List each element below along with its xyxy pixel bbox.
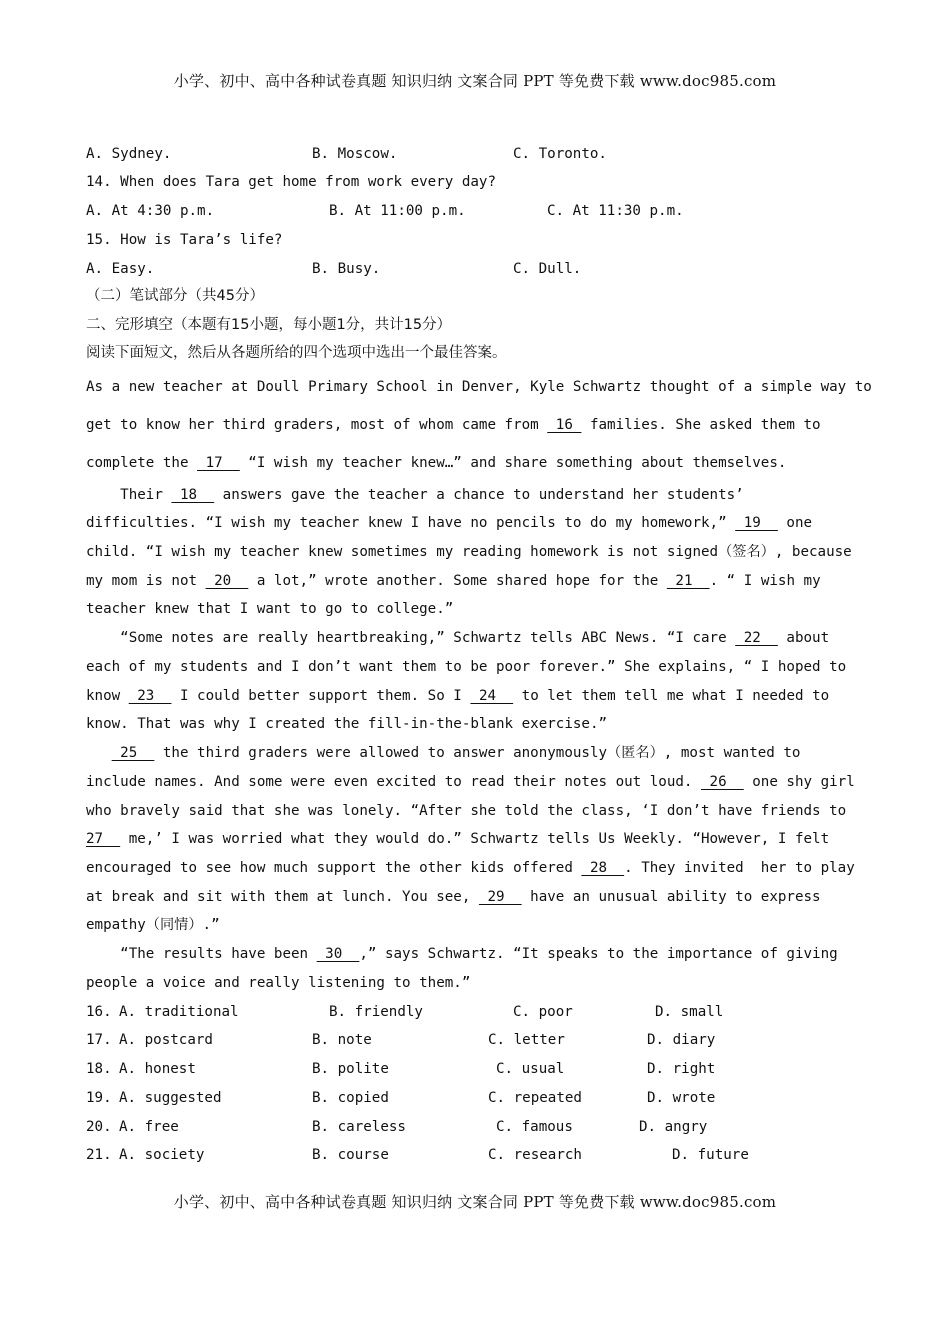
option-b: B. friendly (329, 1004, 423, 1020)
option-b: B. careless (312, 1119, 406, 1135)
q14-option-a: A. At 4:30 p.m. (86, 203, 215, 219)
blank-22: 22 (735, 630, 778, 646)
blank-27: 27 (86, 831, 121, 847)
blank-19: 19 (735, 515, 778, 531)
option-a: A. free (119, 1119, 179, 1135)
passage-line: empathy（同情）.” (86, 917, 220, 933)
option-row-number: 20. (86, 1119, 112, 1135)
q15-option-c: C. Dull. (513, 261, 582, 277)
section-cloze-heading: 二、完形填空（本题有15小题，每小题1分，共计15分） (86, 317, 452, 333)
passage-line: 27 me,’ I was worried what they would do.” Schwartz tells Us Weekly. “However, I felt (86, 831, 830, 847)
option-a: A. society (119, 1147, 205, 1163)
q13-option-a: A. Sydney. (86, 146, 172, 162)
blank-18: 18 (171, 487, 215, 503)
option-d: D. angry (639, 1119, 708, 1135)
option-b: B. note (312, 1032, 372, 1048)
q15-stem: 15. How is Tara’s life? (86, 232, 283, 248)
option-b: B. copied (312, 1090, 389, 1106)
option-a: A. postcard (119, 1032, 213, 1048)
q14-stem: 14. When does Tara get home from work every day? (86, 174, 496, 190)
blank-20: 20 (205, 573, 249, 589)
passage-line: include names. And some were even excited to read their notes out loud. 26 one shy girl (86, 774, 855, 790)
q13-option-c: C. Toronto. (513, 146, 607, 162)
passage-line: know. That was why I created the fill-in-the-blank exercise.” (86, 716, 608, 732)
passage-line: my mom is not 20 a lot,” wrote another. Some shared hope for the 21 . “ I wish my (86, 573, 821, 589)
option-d: D. small (655, 1004, 724, 1020)
option-c: C. letter (488, 1032, 565, 1048)
passage-line: who bravely said that she was lonely. “After she told the class, ‘I don’t have friends to (86, 803, 847, 819)
passage-line: know 23 I could better support them. So I 24 to let them tell me what I needed to (86, 688, 830, 704)
page-footer: 小学、初中、高中各种试卷真题 知识归纳 文案合同 PPT 等免费下载 www.doc985.com (173, 1193, 777, 1211)
passage-line: difficulties. “I wish my teacher knew I have no pencils to do my homework,” 19 one (86, 515, 813, 531)
blank-30: 30 (316, 946, 360, 962)
q13-option-b: B. Moscow. (312, 146, 398, 162)
option-c: C. usual (496, 1061, 565, 1077)
option-d: D. future (672, 1147, 749, 1163)
option-c: C. famous (496, 1119, 573, 1135)
option-row-number: 18. (86, 1061, 112, 1077)
option-a: A. honest (119, 1061, 196, 1077)
blank-25: 25 (111, 745, 155, 761)
passage-line: 25 the third graders were allowed to answer anonymously（匿名）, most wanted to (111, 745, 801, 761)
option-a: A. suggested (119, 1090, 222, 1106)
option-b: B. course (312, 1147, 389, 1163)
option-d: D. diary (647, 1032, 716, 1048)
blank-23: 23 (128, 688, 172, 704)
blank-24: 24 (470, 688, 514, 704)
option-c: C. research (488, 1147, 582, 1163)
blank-26: 26 (701, 774, 744, 790)
passage-line: As a new teacher at Doull Primary School in Denver, Kyle Schwartz thought of a simple way to (86, 379, 872, 395)
passage-line: complete the 17 “I wish my teacher knew…” and share something about themselves. (86, 455, 787, 471)
option-d: D. wrote (647, 1090, 716, 1106)
passage-line: Their 18 answers gave the teacher a chance to understand her students’ (86, 487, 744, 503)
page-header: 小学、初中、高中各种试卷真题 知识归纳 文案合同 PPT 等免费下载 www.doc985.com (173, 72, 777, 90)
passage-line: teacher knew that I want to go to college.” (86, 601, 454, 617)
q15-option-a: A. Easy. (86, 261, 155, 277)
passage-line: encouraged to see how much support the other kids offered 28 . They invited her to play (86, 860, 855, 876)
section-written-heading: （二）笔试部分（共45分） (86, 288, 264, 304)
blank-29: 29 (478, 889, 522, 905)
cloze-instructions: 阅读下面短文，然后从各题所给的四个选项中选出一个最佳答案。 (86, 345, 507, 361)
option-b: B. polite (312, 1061, 389, 1077)
option-row-number: 21. (86, 1147, 112, 1163)
q14-option-b: B. At 11:00 p.m. (329, 203, 466, 219)
blank-16: 16 (547, 417, 582, 433)
option-c: C. repeated (488, 1090, 582, 1106)
blank-21: 21 (666, 573, 710, 589)
passage-line: people a voice and really listening to them.” (86, 975, 471, 991)
option-d: D. right (647, 1061, 716, 1077)
blank-28: 28 (581, 860, 625, 876)
option-row-number: 16. (86, 1004, 112, 1020)
option-row-number: 19. (86, 1090, 112, 1106)
passage-line: at break and sit with them at lunch. You see, 29 have an unusual ability to express (86, 889, 821, 905)
option-row-number: 17. (86, 1032, 112, 1048)
option-a: A. traditional (119, 1004, 239, 1020)
passage-line: “Some notes are really heartbreaking,” Schwartz tells ABC News. “I care 22 about (86, 630, 830, 646)
passage-line: “The results have been 30 ,” says Schwartz. “It speaks to the importance of giving (86, 946, 838, 962)
q14-option-c: C. At 11:30 p.m. (547, 203, 684, 219)
option-c: C. poor (513, 1004, 573, 1020)
passage-line: get to know her third graders, most of whom came from 16 families. She asked them to (86, 417, 821, 433)
passage-line: each of my students and I don’t want them to be poor forever.” She explains, “ I hoped to (86, 659, 847, 675)
passage-line: child. “I wish my teacher knew sometimes my reading homework is not signed（签名）, because (86, 544, 852, 560)
q15-option-b: B. Busy. (312, 261, 381, 277)
blank-17: 17 (197, 455, 240, 471)
